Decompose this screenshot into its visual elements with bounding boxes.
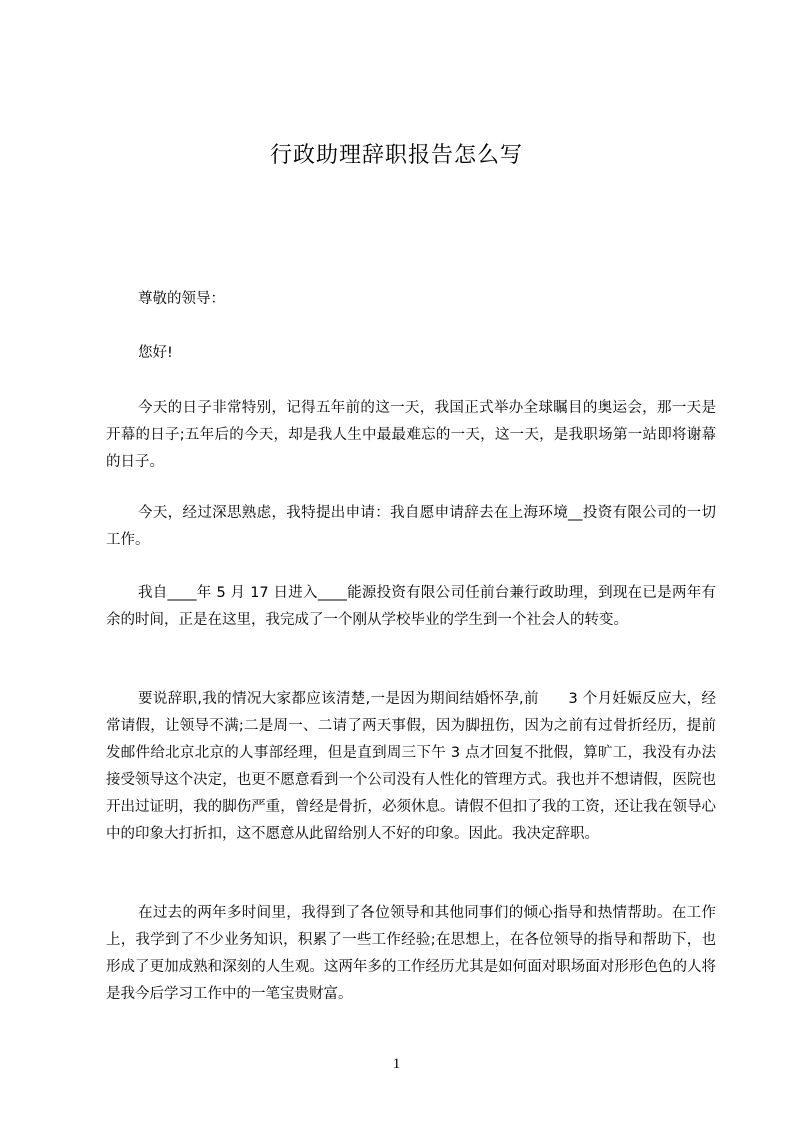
paragraph-gratitude: 在过去的两年多时间里，我得到了各位领导和其他同事们的倾心指导和热情帮助。在工作上，我学到了不少业务知识，积累了一些工作经验;在思想上，在各位领导的指导和帮助下，也形成了更加成熟和深刻的人生观。这两年多的工作经历尤其是如何面对职场面对形形色色的人将是我今后学习工作中的一笔宝贵财富。	[106, 905, 716, 1002]
document-title: 行政助理辞职报告怎么写	[269, 143, 523, 168]
paragraph-olympics-anniversary: 今天的日子非常特别，记得五年前的这一天，我国正式举办全球瞩目的奥运会，那一天是开幕的日子;五年后的今天，却是我人生中最最难忘的一天，这一天，是我职场第一站即将谢幕的日子。	[106, 400, 716, 470]
greeting: 您好!	[138, 345, 173, 361]
paragraph-resignation-reasons: 要说辞职,我的情况大家都应该清楚,一是因为期间结婚怀孕,前 3 个月妊娠反应大，经常请假，让领导不满;二是周一、二请了两天事假，因为脚扭伤，因为之前有过骨折经历，提前发邮件给北京北京的人事部经理，但是直到周三下午 3 点才回复不批假，算旷工，我没有办法接受领导这个决定，也更不愿意看到一个公司没有人性化的管理方式。我也并不想请假，医院也开出过证明，我的脚伤严重，曾经是骨折，必须休息。请假不但扣了我的工资，还让我在领导心中的印象大打折扣，这不愿意从此留给别人不好的印象。因此。我决定辞职。	[106, 691, 716, 842]
salutation: 尊敬的领导：	[138, 291, 225, 307]
paragraph-employment-history: 我自____年 5 月 17 日进入____能源投资有限公司任前台兼行政助理，到现在已是两年有余的时间，正是在这里，我完成了一个刚从学校毕业的学生到一个社会人的转变。	[106, 585, 716, 628]
page-number: 1	[392, 1056, 401, 1072]
paragraph-resignation-request: 今天，经过深思熟虑，我特提出申请：我自愿申请辞去在上海环境__投资有限公司的一切工作。	[106, 505, 716, 548]
